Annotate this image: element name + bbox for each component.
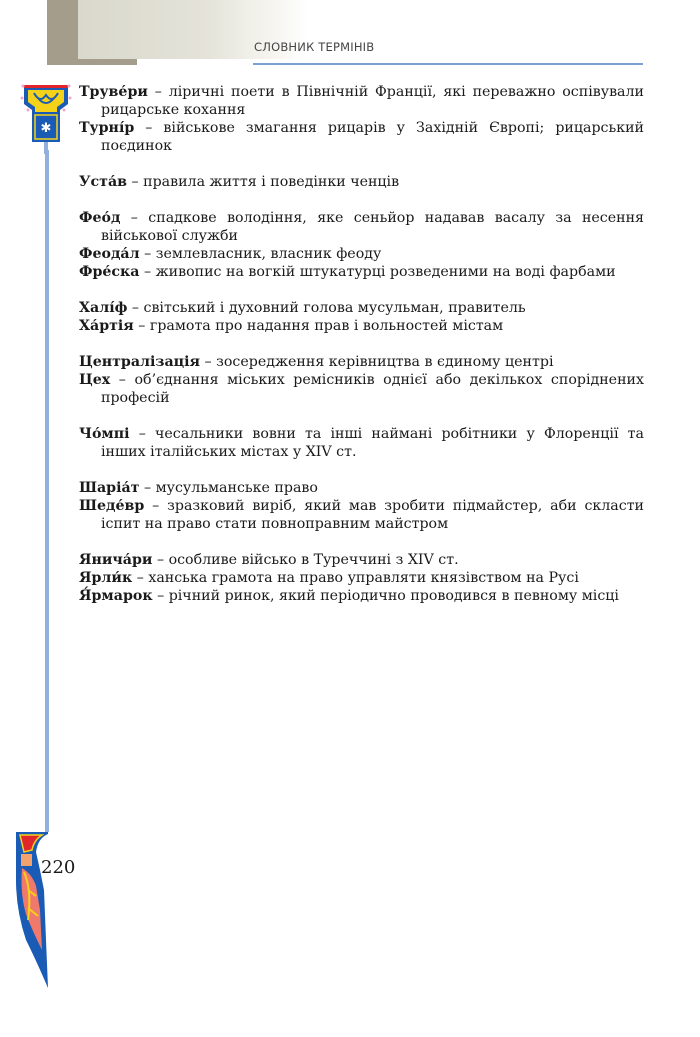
- glossary-group: [79, 353, 644, 407]
- glossary-entry: [79, 425, 644, 461]
- term: Фео́д: [79, 210, 121, 226]
- term: Уста́в: [79, 174, 127, 190]
- term: Шаріа́т: [79, 480, 140, 496]
- glossary-group: [79, 83, 644, 155]
- term: Чо́мпі: [79, 426, 130, 442]
- term: Фре́ска: [79, 264, 140, 280]
- running-title: СЛОВНИК ТЕРМІНІВ: [254, 40, 375, 54]
- definition: – мусульманське право: [139, 480, 318, 496]
- glossary-entry: [79, 245, 644, 263]
- term: Цех: [79, 372, 111, 388]
- title-rule: [253, 63, 643, 65]
- glossary-entry: [79, 317, 644, 335]
- glossary-group: [79, 299, 644, 335]
- glossary-group: [79, 209, 644, 281]
- glossary-group: [79, 425, 644, 461]
- glossary-entry: [79, 209, 644, 245]
- definition: – об’єднання міських ремісників однієї або декількох споріднених професій: [101, 372, 644, 406]
- definition: – особливе військо в Туреччині з XIV ст.: [152, 552, 459, 568]
- definition: – спадкове володіння, яке сеньйор надавав васалу за несення військової служби: [101, 210, 644, 244]
- glossary-entry: [79, 569, 644, 587]
- definition: – зосередження керівництва в єдиному центрі: [200, 354, 554, 370]
- glossary-entry: [79, 587, 644, 605]
- term: Феода́л: [79, 246, 140, 262]
- term: Янича́ри: [79, 552, 153, 568]
- term: Шеде́вр: [79, 498, 145, 514]
- glossary-entry: [79, 497, 644, 533]
- glossary-entry: [79, 83, 644, 119]
- glossary-entry: [79, 479, 644, 497]
- glossary-entry: [79, 119, 644, 155]
- glossary-entry: [79, 353, 644, 371]
- page-number: 220: [41, 857, 76, 878]
- definition: – живопис на вогкій штукатурці розведеними на воді фарбами: [139, 264, 616, 280]
- glossary-entry: [79, 299, 644, 317]
- term: Я́рмарок: [79, 588, 153, 604]
- definition: – військове змагання рицарів у Західній Європі; рицарський поєдинок: [101, 120, 644, 154]
- ornamental-dagger-icon: [14, 830, 50, 990]
- term: Ха́ртія: [79, 318, 134, 334]
- definition: – правила життя і поведінки ченців: [127, 174, 400, 190]
- term: Ярли́к: [79, 570, 133, 586]
- margin-vertical-line: [45, 150, 49, 832]
- term: Труве́ри: [79, 84, 148, 100]
- glossary-list: [79, 83, 644, 623]
- definition: – грамота про надання прав і вольностей містам: [133, 318, 504, 334]
- glossary-entry: [79, 173, 644, 191]
- definition: – світський і духовний голова мусульман, правитель: [127, 300, 526, 316]
- glossary-group: [79, 551, 644, 605]
- definition: – ліричні поети в Північній Франції, які переважно оспівували рицарське кохання: [101, 84, 644, 118]
- ornamental-capital-icon: [20, 82, 72, 154]
- term: Турні́р: [79, 120, 135, 136]
- term: Централізація: [79, 354, 201, 370]
- glossary-entry: [79, 551, 644, 569]
- glossary-group: [79, 479, 644, 533]
- definition: – зразковий виріб, який мав зробити підмайстер, аби скласти іспит на право стати повноправним майстром: [101, 498, 644, 532]
- glossary-entry: [79, 263, 644, 281]
- glossary-entry: [79, 371, 644, 407]
- definition: – річний ринок, який періодично проводився в певному місці: [152, 588, 619, 604]
- glossary-group: [79, 173, 644, 191]
- definition: – землевласник, власник феоду: [139, 246, 382, 262]
- svg-text:✱: ✱: [40, 121, 52, 136]
- term: Халі́ф: [79, 300, 128, 316]
- definition: – чесальники вовни та інші наймані робітники у Флоренції та інших італійських містах у XIV ст.: [101, 426, 644, 460]
- definition: – ханська грамота на право управляти князівством на Русі: [132, 570, 579, 586]
